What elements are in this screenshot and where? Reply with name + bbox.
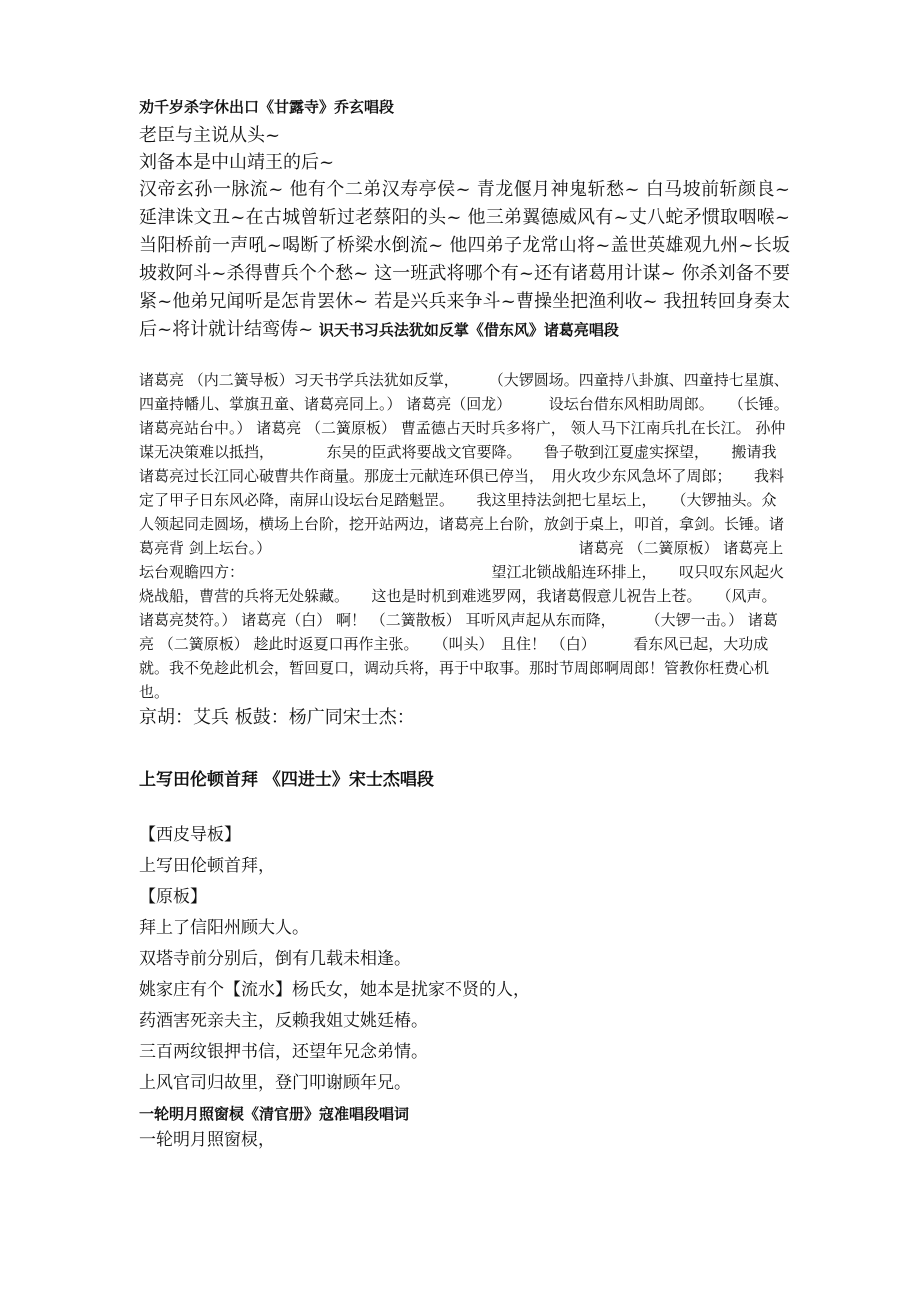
lyric-line: 姚家庄有个【流水】杨氏女，她本是扰家不贤的人， <box>139 980 530 1000</box>
lyric-line: 拜上了信阳州顾大人。 <box>139 918 309 938</box>
section-title-sijinshi: 上写田伦顿首拜 《四进士》宋士杰唱段 <box>139 770 434 790</box>
lyric-line: 三百两纹银押书信，还望年兄念弟情。 <box>139 1042 428 1062</box>
lyric-line: 老臣与主说从头~ <box>139 125 281 146</box>
lyric-line: 【原板】 <box>139 887 207 907</box>
lyric-line: 一轮明月照窗棂， <box>139 1130 275 1150</box>
lyric-line: 上写田伦顿首拜， <box>139 856 275 876</box>
section-title-qingguance: 一轮明月照窗棂《清官册》寇准唱段唱词 <box>139 1105 410 1123</box>
lyric-line: 上风官司归故里，登门叩谢顾年兄。 <box>139 1073 411 1093</box>
lyric-paragraph <box>139 176 790 344</box>
lyric-paragraph-text: 汉帝玄孙一脉流~ 他有个二弟汉寿亭侯~ 青龙偃月神鬼斩愁~ 白马坡前斩颜良~延津诛文丑~在古城曾斩过老蔡阳的头~ 他三弟翼德威风有~丈八蛇矛惯取咽喉~当阳桥前一声吼~喝断了桥梁水倒流~ 他四弟子龙常山将~盖世英雄观九州~长坂坡救阿斗~杀得曹兵个个愁~ 这一班武将哪个有~还有诸葛用计谋~ 你杀刘备不要紧~他弟兄闻听是怎肯罢休~ 若是兴兵来争斗~曹操坐把渔利收~ 我扭转回身奏太后~将计就计结鸾俦~ <box>139 179 790 340</box>
credits-line: 京胡：艾兵 板鼓：杨广同宋士杰： <box>139 707 415 728</box>
section-title-ganlusi: 劝千岁杀字休出口《甘露寺》乔玄唱段 <box>139 98 395 116</box>
lyric-line: 双塔寺前分别后，倒有几载未相逢。 <box>139 949 411 969</box>
lyric-line: 药酒害死亲夫主，反赖我姐丈姚廷椿。 <box>139 1011 428 1031</box>
section-title-jiedongfeng: 识天书习兵法犹如反掌《借东风》诸葛亮唱段 <box>318 321 619 339</box>
lyric-paragraph-jiedongfeng: 诸葛亮 （内二簧导板）习天书学兵法犹如反掌， （大锣圆场。四童持八卦旗、四童持七星旗、四童持幡儿、掌旗丑童、诸葛亮同上。） 诸葛亮（回龙） 设坛台借东风相助周郎。 （长锤。诸葛亮站台中。） 诸葛亮 （二簧原板） 曹孟德占天时兵多将广， 领人马下江南兵扎在长江。 孙仲谋无决策难以抵挡， 东吴的臣武将要战文官要降。 鲁子敬到江夏虚实探望， 搬请我诸葛亮过长江同心破曹共作商量。那庞士元献连环俱已停当， 用火攻少东风急坏了周郎； 我料定了甲子日东风必降，南屏山设坛台足踏魁罡。 我这里持法剑把七星坛上， （大锣抽头。众人领起同走圆场，横场上台阶，挖开站两边，诸葛亮上台阶，放剑于桌上，叩首，拿剑。长锤。诸葛亮背 剑上坛台。） 诸葛亮 （二簧原板） 诸葛亮上坛台观瞻四方： 望江北锁战船连环排上， 叹只叹东风起火烧战船，曹营的兵将无处躲藏。 这也是时机到难逃罗网，我诸葛假意儿祝告上苍。 （风声。诸葛亮焚符。） 诸葛亮（白） 啊！ （二簧散板） 耳听风声起从东而降， （大锣一击。） 诸葛亮 （二簧原板） 趁此时返夏口再作主张。 （叫头） 且住！ （白） 看东风已起，大功成就。我不免趁此机会，暂回夏口，调动兵将，再于中取事。那时节周郎啊周郎！管教你枉费心机也。 <box>139 371 789 701</box>
spacer <box>139 344 790 368</box>
lyric-line: 【西皮导板】 <box>139 825 241 845</box>
lyric-line: 刘备本是中山靖王的后~ <box>139 152 335 173</box>
